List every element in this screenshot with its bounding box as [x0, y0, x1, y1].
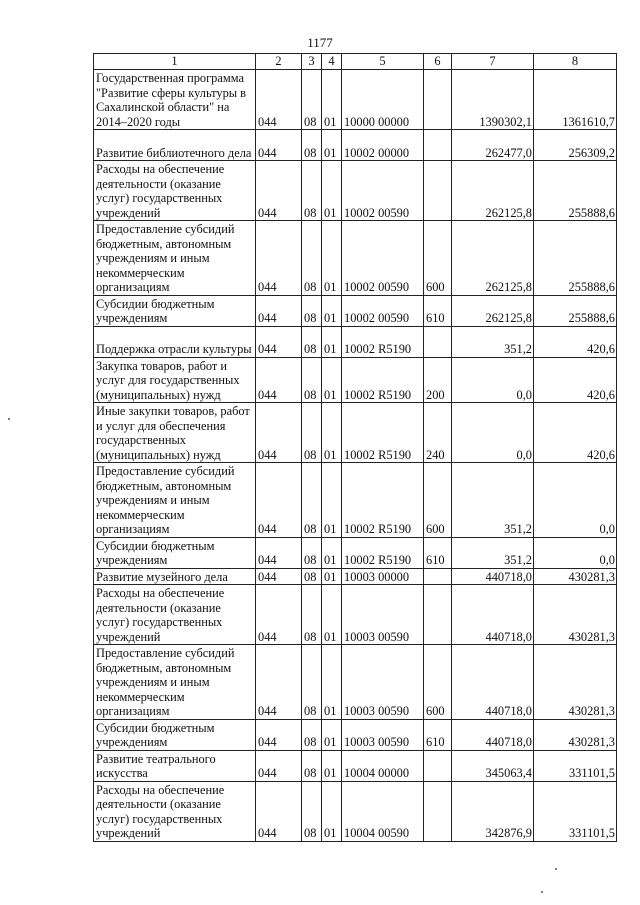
row-name: Предоставление субсидий бюджетным, автономным учреждениям и иным некоммерческим организациям — [94, 221, 256, 296]
section-code: 08 — [302, 130, 322, 161]
subsection-code: 01 — [322, 750, 342, 781]
row-name: Поддержка отрасли культуры — [94, 326, 256, 357]
expense-type-code — [424, 568, 452, 585]
amount-year-1: 262125,8 — [452, 161, 534, 221]
amount-year-1: 345063,4 — [452, 750, 534, 781]
row-name: Предоставление субсидий бюджетным, автономным учреждениям и иным некоммерческим организациям — [94, 463, 256, 538]
amount-year-2: 430281,3 — [534, 585, 617, 645]
amount-year-2: 331101,5 — [534, 750, 617, 781]
table-row — [94, 645, 617, 720]
table-row — [94, 537, 617, 568]
target-article-code: 10002 R5190 — [342, 403, 424, 463]
header-row — [94, 54, 617, 70]
amount-year-1: 1390302,1 — [452, 70, 534, 130]
expense-type-code: 240 — [424, 403, 452, 463]
amount-year-1: 440718,0 — [452, 645, 534, 720]
section-code: 08 — [302, 295, 322, 326]
table-row — [94, 161, 617, 221]
section-code: 08 — [302, 326, 322, 357]
chapter-code: 044 — [256, 463, 302, 538]
target-article-code: 10002 R5190 — [342, 463, 424, 538]
chapter-code: 044 — [256, 130, 302, 161]
subsection-code: 01 — [322, 781, 342, 841]
column-header-7: 7 — [452, 54, 534, 70]
section-code: 08 — [302, 221, 322, 296]
column-header-8: 8 — [534, 54, 617, 70]
amount-year-1: 262477,0 — [452, 130, 534, 161]
subsection-code: 01 — [322, 719, 342, 750]
expense-type-code: 610 — [424, 537, 452, 568]
expense-type-code — [424, 326, 452, 357]
amount-year-1: 351,2 — [452, 326, 534, 357]
expense-type-code: 600 — [424, 645, 452, 720]
amount-year-2: 1361610,7 — [534, 70, 617, 130]
row-name: Субсидии бюджетным учреждениям — [94, 537, 256, 568]
column-header-3: 3 — [302, 54, 322, 70]
subsection-code: 01 — [322, 537, 342, 568]
amount-year-2: 255888,6 — [534, 221, 617, 296]
chapter-code: 044 — [256, 719, 302, 750]
scan-mark — [555, 868, 557, 870]
section-code: 08 — [302, 403, 322, 463]
table-row — [94, 403, 617, 463]
amount-year-2: 430281,3 — [534, 645, 617, 720]
target-article-code: 10002 00000 — [342, 130, 424, 161]
amount-year-2: 255888,6 — [534, 295, 617, 326]
subsection-code: 01 — [322, 326, 342, 357]
row-name: Развитие музейного дела — [94, 568, 256, 585]
row-name: Субсидии бюджетным учреждениям — [94, 295, 256, 326]
expense-type-code — [424, 781, 452, 841]
amount-year-1: 440718,0 — [452, 585, 534, 645]
chapter-code: 044 — [256, 750, 302, 781]
row-name: Иные закупки товаров, работ и услуг для обеспечения государственных (муниципальных) нужд — [94, 403, 256, 463]
chapter-code: 044 — [256, 781, 302, 841]
table-row — [94, 463, 617, 538]
target-article-code: 10004 00590 — [342, 781, 424, 841]
amount-year-2: 420,6 — [534, 357, 617, 403]
amount-year-2: 331101,5 — [534, 781, 617, 841]
table-row — [94, 221, 617, 296]
expense-type-code: 200 — [424, 357, 452, 403]
chapter-code: 044 — [256, 326, 302, 357]
amount-year-2: 0,0 — [534, 463, 617, 538]
chapter-code: 044 — [256, 537, 302, 568]
target-article-code: 10002 R5190 — [342, 326, 424, 357]
amount-year-1: 262125,8 — [452, 221, 534, 296]
chapter-code: 044 — [256, 585, 302, 645]
amount-year-2: 420,6 — [534, 326, 617, 357]
target-article-code: 10003 00590 — [342, 719, 424, 750]
section-code: 08 — [302, 585, 322, 645]
expense-type-code: 610 — [424, 295, 452, 326]
table-row — [94, 750, 617, 781]
section-code: 08 — [302, 70, 322, 130]
row-name: Расходы на обеспечение деятельности (оказание услуг) государственных учреждений — [94, 161, 256, 221]
section-code: 08 — [302, 719, 322, 750]
expense-type-code — [424, 130, 452, 161]
subsection-code: 01 — [322, 403, 342, 463]
row-name: Расходы на обеспечение деятельности (оказание услуг) государственных учреждений — [94, 781, 256, 841]
amount-year-2: 255888,6 — [534, 161, 617, 221]
amount-year-1: 0,0 — [452, 357, 534, 403]
subsection-code: 01 — [322, 130, 342, 161]
amount-year-2: 0,0 — [534, 537, 617, 568]
section-code: 08 — [302, 750, 322, 781]
column-header-6: 6 — [424, 54, 452, 70]
column-header-2: 2 — [256, 54, 302, 70]
column-header-5: 5 — [342, 54, 424, 70]
subsection-code: 01 — [322, 568, 342, 585]
subsection-code: 01 — [322, 585, 342, 645]
table-row — [94, 357, 617, 403]
subsection-code: 01 — [322, 161, 342, 221]
row-name: Развитие библиотечного дела — [94, 130, 256, 161]
table-row — [94, 781, 617, 841]
expense-type-code — [424, 161, 452, 221]
target-article-code: 10003 00000 — [342, 568, 424, 585]
target-article-code: 10002 00590 — [342, 161, 424, 221]
expense-type-code — [424, 70, 452, 130]
table-row — [94, 326, 617, 357]
scan-mark — [8, 418, 10, 420]
amount-year-1: 351,2 — [452, 463, 534, 538]
chapter-code: 044 — [256, 161, 302, 221]
section-code: 08 — [302, 357, 322, 403]
amount-year-2: 430281,3 — [534, 719, 617, 750]
section-code: 08 — [302, 463, 322, 538]
subsection-code: 01 — [322, 70, 342, 130]
subsection-code: 01 — [322, 645, 342, 720]
subsection-code: 01 — [322, 463, 342, 538]
target-article-code: 10002 00590 — [342, 295, 424, 326]
amount-year-1: 440718,0 — [452, 719, 534, 750]
table-row — [94, 568, 617, 585]
table-row — [94, 295, 617, 326]
amount-year-2: 420,6 — [534, 403, 617, 463]
amount-year-1: 262125,8 — [452, 295, 534, 326]
expense-type-code: 600 — [424, 221, 452, 296]
target-article-code: 10000 00000 — [342, 70, 424, 130]
chapter-code: 044 — [256, 221, 302, 296]
amount-year-2: 430281,3 — [534, 568, 617, 585]
row-name: Закупка товаров, работ и услуг для государственных (муниципальных) нужд — [94, 357, 256, 403]
subsection-code: 01 — [322, 295, 342, 326]
budget-table — [93, 53, 617, 842]
page-number: 1177 — [307, 35, 333, 50]
column-header-1: 1 — [94, 54, 256, 70]
row-name: Субсидии бюджетным учреждениям — [94, 719, 256, 750]
row-name: Расходы на обеспечение деятельности (оказание услуг) государственных учреждений — [94, 585, 256, 645]
subsection-code: 01 — [322, 357, 342, 403]
expense-type-code — [424, 585, 452, 645]
column-header-4: 4 — [322, 54, 342, 70]
chapter-code: 044 — [256, 645, 302, 720]
amount-year-1: 440718,0 — [452, 568, 534, 585]
expense-type-code — [424, 750, 452, 781]
row-name: Предоставление субсидий бюджетным, автономным учреждениям и иным некоммерческим организациям — [94, 645, 256, 720]
chapter-code: 044 — [256, 70, 302, 130]
chapter-code: 044 — [256, 403, 302, 463]
target-article-code: 10003 00590 — [342, 585, 424, 645]
amount-year-1: 342876,9 — [452, 781, 534, 841]
chapter-code: 044 — [256, 568, 302, 585]
section-code: 08 — [302, 537, 322, 568]
target-article-code: 10002 R5190 — [342, 357, 424, 403]
subsection-code: 01 — [322, 221, 342, 296]
section-code: 08 — [302, 781, 322, 841]
amount-year-2: 256309,2 — [534, 130, 617, 161]
chapter-code: 044 — [256, 357, 302, 403]
section-code: 08 — [302, 645, 322, 720]
amount-year-1: 0,0 — [452, 403, 534, 463]
section-code: 08 — [302, 161, 322, 221]
section-code: 08 — [302, 568, 322, 585]
row-name: Развитие театрального искусства — [94, 750, 256, 781]
row-name: Государственная программа "Развитие сферы культуры в Сахалинской области" на 2014–2020 годы — [94, 70, 256, 130]
table-row — [94, 585, 617, 645]
expense-type-code: 600 — [424, 463, 452, 538]
table-row — [94, 130, 617, 161]
amount-year-1: 351,2 — [452, 537, 534, 568]
expense-type-code: 610 — [424, 719, 452, 750]
chapter-code: 044 — [256, 295, 302, 326]
target-article-code: 10004 00000 — [342, 750, 424, 781]
table-row — [94, 719, 617, 750]
scan-mark — [541, 891, 543, 893]
table-body — [94, 70, 617, 842]
target-article-code: 10002 00590 — [342, 221, 424, 296]
target-article-code: 10002 R5190 — [342, 537, 424, 568]
target-article-code: 10003 00590 — [342, 645, 424, 720]
table-row — [94, 70, 617, 130]
